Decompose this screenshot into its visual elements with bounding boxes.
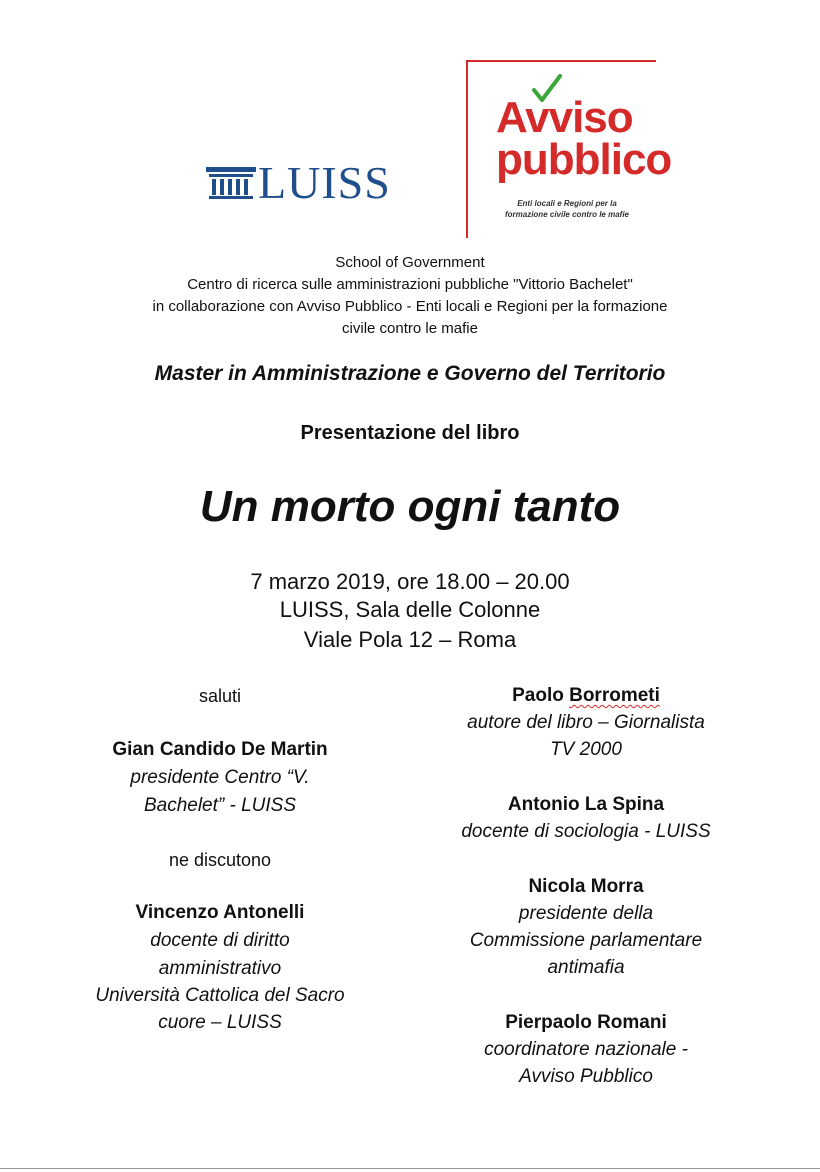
- collab-line-2: civile contro le mafie: [342, 320, 478, 337]
- speaker-first-name: Paolo: [512, 685, 564, 706]
- school-line: School of Government: [335, 254, 485, 271]
- speaker-role: amministrativo: [158, 958, 282, 979]
- speaker-name: Pierpaolo Romani: [505, 1012, 667, 1033]
- speaker-role: coordinatore nazionale -: [484, 1039, 688, 1060]
- ne-discutono-label: ne discutono: [168, 850, 272, 870]
- avviso-wordmark-line1: Avviso: [496, 93, 633, 142]
- speaker-name: Nicola Morra: [528, 876, 644, 897]
- speaker-role: presidente Centro “V.: [130, 767, 310, 788]
- page-bottom-rule: [0, 1168, 820, 1169]
- logo-frame-top: [466, 60, 656, 62]
- master-title: Master in Amministrazione e Governo del Territorio: [154, 362, 666, 385]
- speaker-role: antimafia: [547, 957, 625, 978]
- speaker-last-name: Borrometi: [569, 685, 660, 706]
- column-pediment-icon: [206, 167, 256, 199]
- luiss-wordmark: LUISS: [258, 157, 391, 208]
- event-address: Viale Pola 12 – Roma: [303, 627, 517, 652]
- speaker-name: Gian Candido De Martin: [112, 739, 328, 760]
- speaker-role: Avviso Pubblico: [519, 1066, 653, 1087]
- speaker-role: presidente della: [518, 903, 654, 924]
- event-date: 7 marzo 2019, ore 18.00 – 20.00: [250, 569, 570, 594]
- avviso-tagline: Enti locali e Regioni per la formazione civile contro le mafie: [504, 199, 630, 219]
- speaker-name: [406, 682, 766, 710]
- luiss-logo: [206, 158, 416, 208]
- presentazione-heading: Presentazione del libro: [300, 422, 520, 444]
- speaker-role: autore del libro – Giornalista: [467, 712, 705, 733]
- speaker-role: docente di sociologia - LUISS: [461, 821, 711, 842]
- speaker-role: Commissione parlamentare: [469, 930, 703, 951]
- collab-line: in collaborazione con Avviso Pubblico - Enti locali e Regioni per la formazione: [152, 298, 668, 315]
- book-title: Un morto ogni tanto: [199, 482, 621, 531]
- saluti-label: saluti: [198, 686, 242, 706]
- speaker-role: docente di diritto: [150, 930, 290, 951]
- logo-frame-left: [466, 60, 468, 238]
- speaker-name: Vincenzo Antonelli: [135, 902, 305, 923]
- event-venue: LUISS, Sala delle Colonne: [279, 597, 541, 622]
- centro-line: Centro di ricerca sulle amministrazioni pubbliche "Vittorio Bachelet": [187, 276, 633, 293]
- speaker-name: Antonio La Spina: [507, 794, 665, 815]
- avviso-wordmark-line2: pubblico: [496, 135, 672, 184]
- avviso-pubblico-logo: [496, 74, 672, 244]
- speaker-role: cuore – LUISS: [158, 1012, 282, 1033]
- speaker-role: TV 2000: [550, 739, 622, 760]
- speaker-role: Università Cattolica del Sacro: [95, 985, 345, 1006]
- speaker-role: Bachelet” - LUISS: [143, 795, 297, 816]
